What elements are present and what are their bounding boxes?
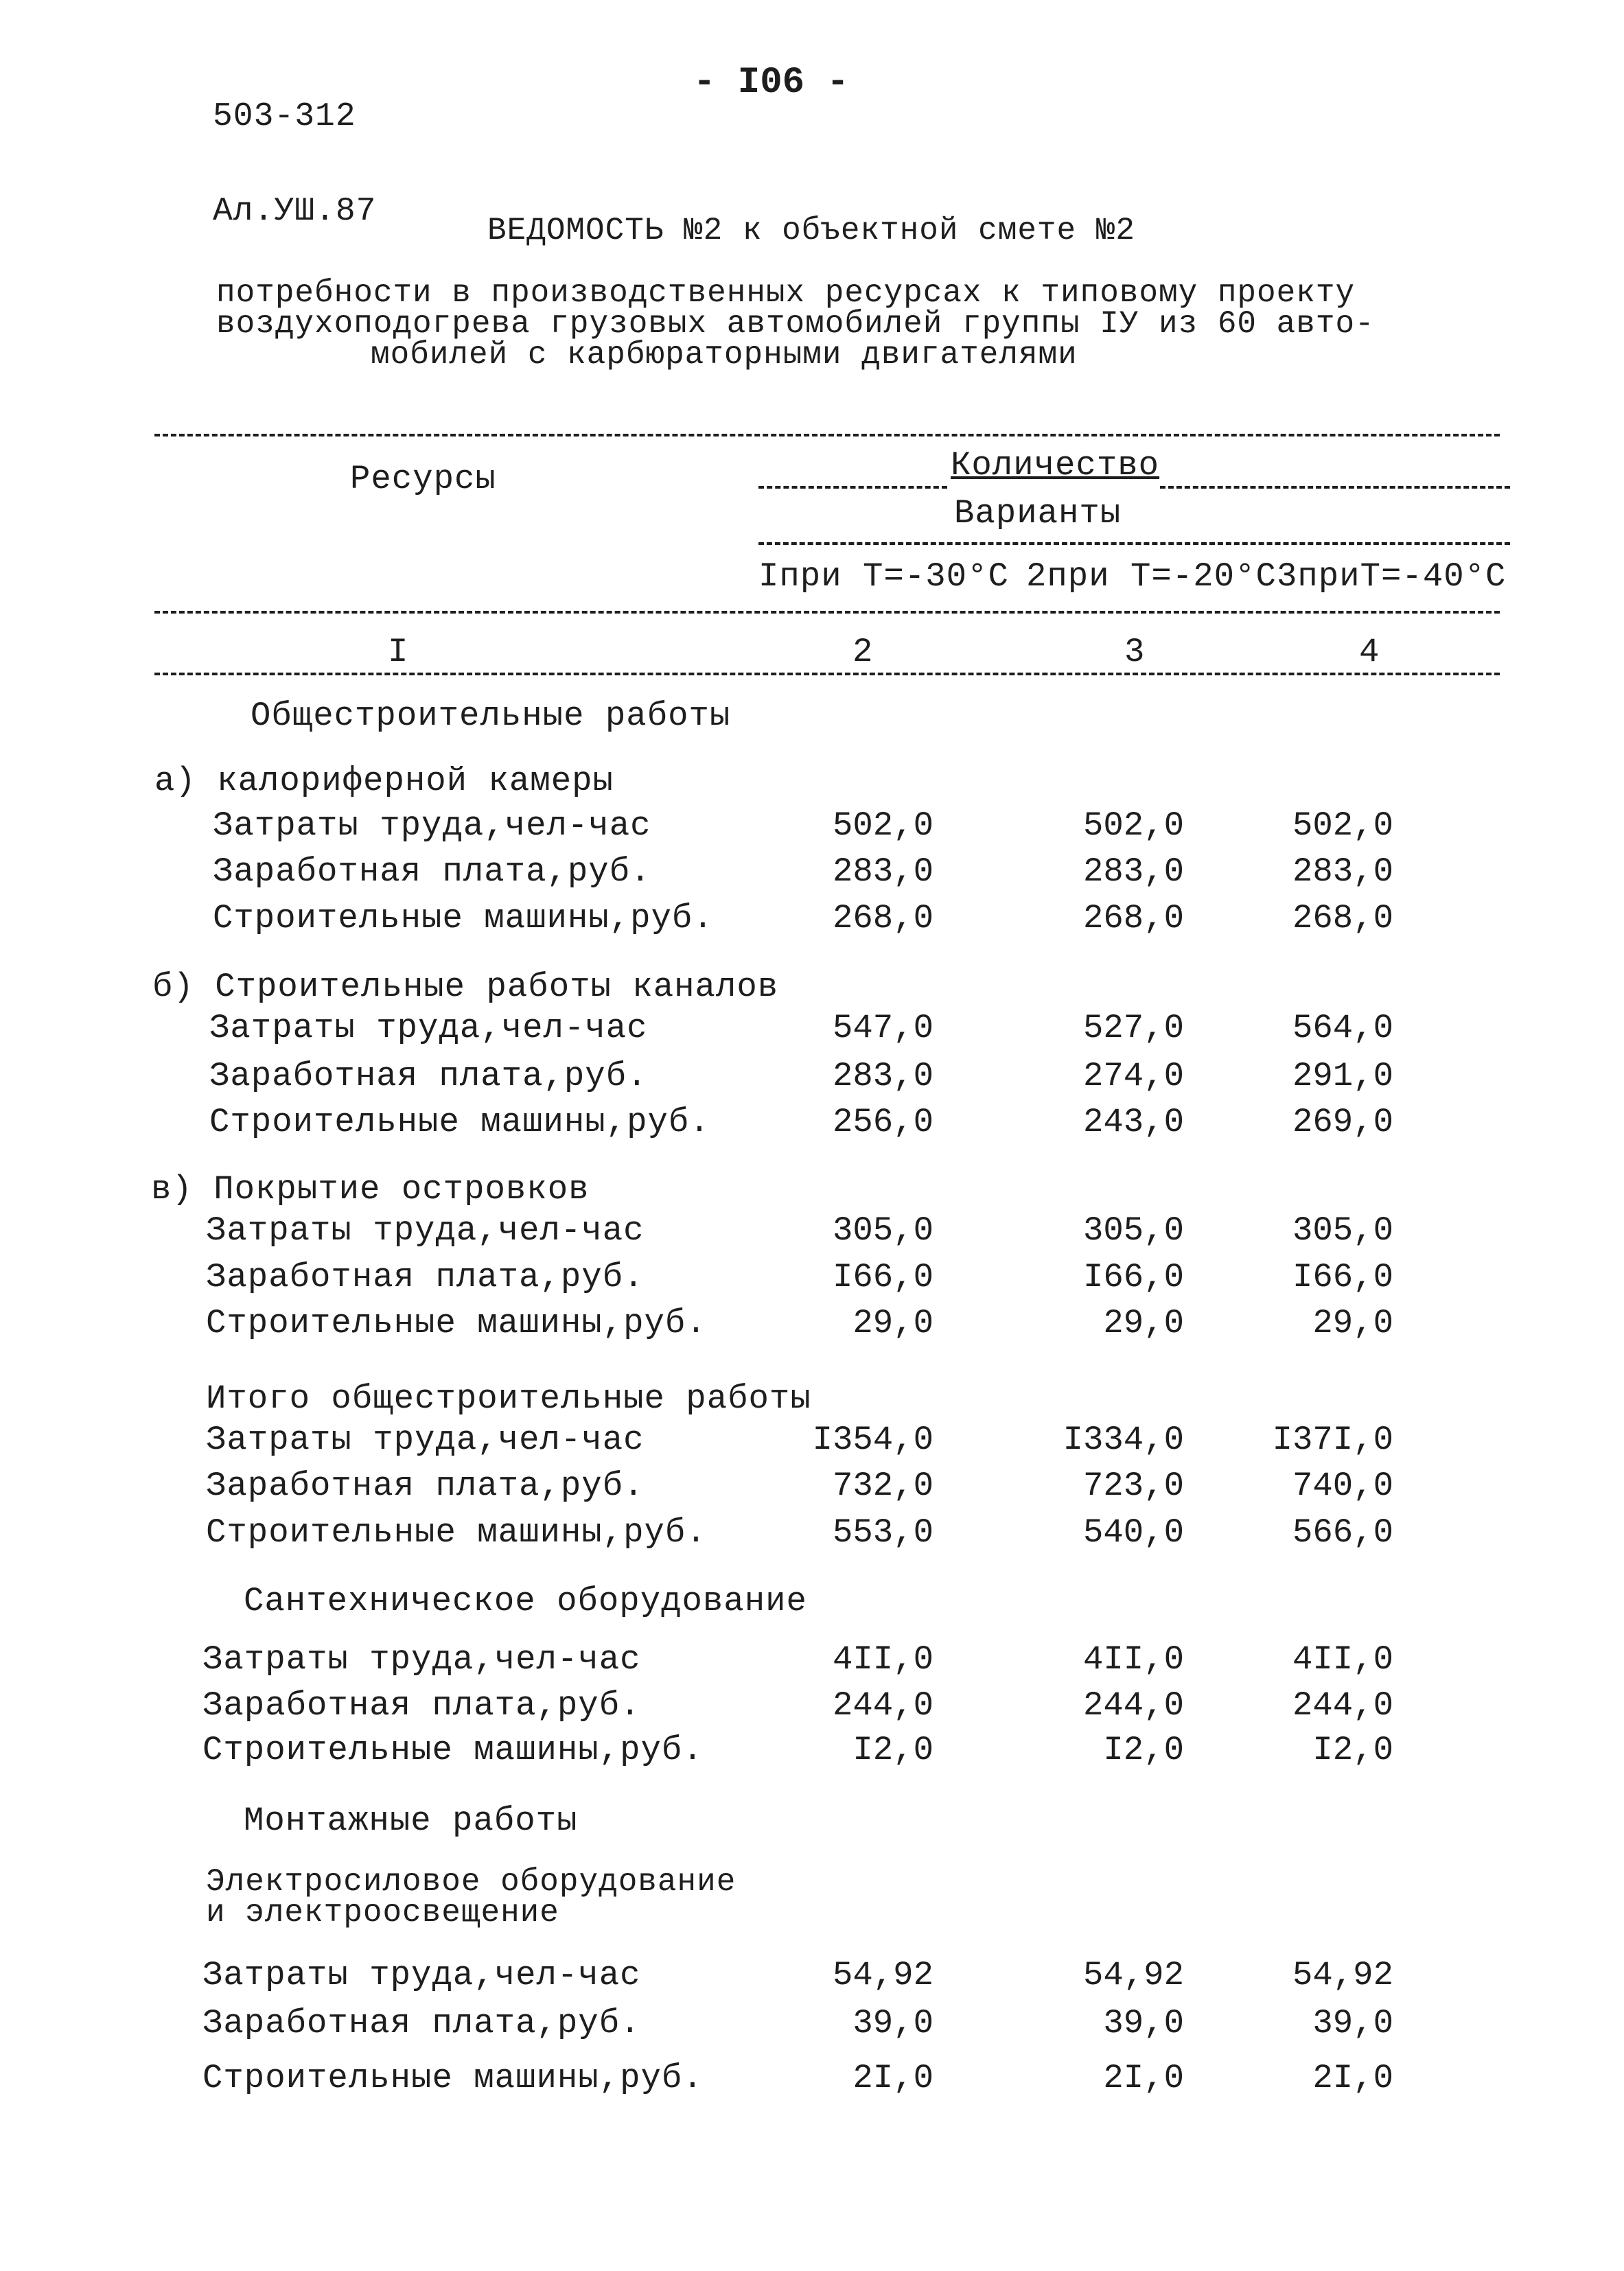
row-value-variant-2: 268,0: [1082, 899, 1184, 937]
row-label: Строительные машины,руб.: [213, 899, 714, 937]
row-value-variant-2: 29,0: [1103, 1304, 1184, 1342]
row-value-variant-1: 305,0: [832, 1211, 933, 1250]
subtitle-line2: воздухоподогрева грузовых автомобилей группы IУ из 60 авто-: [216, 306, 1375, 342]
row-value-variant-2: 4II,0: [1082, 1640, 1184, 1679]
row-value-variant-3: 502,0: [1292, 806, 1393, 845]
header-quantity: Количество: [951, 446, 1160, 485]
page-number: - I06 -: [693, 62, 849, 104]
row-value-variant-3: 2I,0: [1312, 2059, 1393, 2097]
subtitle-line1: потребности в производственных ресурсах к типовому проекту: [216, 275, 1356, 311]
header-variants: Варианты: [954, 494, 1122, 533]
section-installation: Монтажные работы: [244, 1802, 578, 1840]
row-value-variant-1: 54,92: [832, 1956, 933, 1994]
row-value-variant-1: 244,0: [832, 1686, 933, 1725]
row-value-variant-3: 29,0: [1312, 1304, 1393, 1342]
row-value-variant-1: 547,0: [832, 1009, 933, 1047]
row-value-variant-1: 502,0: [832, 806, 933, 845]
subtitle-line3: мобилей с карбюраторными двигателями: [371, 337, 1078, 373]
row-value-variant-3: 244,0: [1292, 1686, 1393, 1725]
section-b-channels: б) Строительные работы каналов: [152, 968, 779, 1006]
row-value-variant-2: I2,0: [1103, 1731, 1184, 1769]
header-rule-bottom: [154, 611, 1500, 614]
header-rule-quantity-right: [1160, 486, 1510, 489]
row-value-variant-2: I66,0: [1082, 1258, 1184, 1296]
document-code-line2: Ал.УШ.87: [213, 193, 377, 230]
row-label: Заработная плата,руб.: [209, 1057, 648, 1095]
column-number-2: 2: [852, 633, 874, 671]
row-value-variant-3: 305,0: [1292, 1211, 1393, 1250]
header-variant-2: 2при Т=-20°С: [1026, 557, 1277, 596]
row-value-variant-2: 305,0: [1082, 1211, 1184, 1250]
row-value-variant-3: I66,0: [1292, 1258, 1393, 1296]
row-label: Затраты труда,чел-час: [202, 1956, 641, 1994]
row-label: Заработная плата,руб.: [206, 1258, 645, 1296]
header-variant-1: Iпри Т=-30°С: [758, 557, 1009, 596]
row-value-variant-2: 243,0: [1082, 1103, 1184, 1141]
column-number-1: I: [388, 633, 409, 671]
row-value-variant-1: I2,0: [852, 1731, 933, 1769]
header-rule-variants: [758, 542, 1510, 545]
row-value-variant-3: 283,0: [1292, 852, 1393, 891]
row-value-variant-1: 256,0: [832, 1103, 933, 1141]
row-value-variant-3: I37I,0: [1272, 1421, 1393, 1459]
row-value-variant-2: 283,0: [1082, 852, 1184, 891]
row-value-variant-3: 269,0: [1292, 1103, 1393, 1141]
row-value-variant-2: 2I,0: [1103, 2059, 1184, 2097]
header-rule-top: [154, 434, 1500, 436]
section-a-heater-chamber: а) калориферной камеры: [154, 762, 614, 800]
row-value-variant-2: 540,0: [1082, 1513, 1184, 1552]
row-value-variant-1: 283,0: [832, 852, 933, 891]
section-electrical-line2: и электроосвещение: [206, 1895, 559, 1931]
row-value-variant-1: 553,0: [832, 1513, 933, 1552]
column-number-3: 3: [1124, 633, 1146, 671]
row-value-variant-3: I2,0: [1312, 1731, 1393, 1769]
document-code-line1: 503-312: [213, 98, 356, 135]
row-label: Заработная плата,руб.: [202, 1686, 641, 1725]
row-value-variant-3: 740,0: [1292, 1467, 1393, 1505]
row-label: Заработная плата,руб.: [213, 852, 651, 891]
header-rule-quantity-left: [758, 486, 947, 489]
row-label: Заработная плата,руб.: [202, 2004, 641, 2042]
row-value-variant-1: 732,0: [832, 1467, 933, 1505]
row-label: Строительные машины,руб.: [202, 1731, 704, 1769]
row-value-variant-1: 268,0: [832, 899, 933, 937]
row-value-variant-2: 502,0: [1082, 806, 1184, 845]
row-value-variant-2: 527,0: [1082, 1009, 1184, 1047]
row-value-variant-2: I334,0: [1063, 1421, 1184, 1459]
row-label: Строительные машины,руб.: [206, 1513, 707, 1552]
row-value-variant-1: 2I,0: [852, 2059, 933, 2097]
row-value-variant-3: 291,0: [1292, 1057, 1393, 1095]
header-resources: Ресурсы: [350, 460, 496, 498]
row-label: Строительные машины,руб.: [209, 1103, 710, 1141]
row-value-variant-3: 54,92: [1292, 1956, 1393, 1994]
row-label: Затраты труда,чел-час: [206, 1211, 645, 1250]
row-label: Строительные машины,руб.: [206, 1304, 707, 1342]
row-value-variant-3: 39,0: [1312, 2004, 1393, 2042]
row-label: Заработная плата,руб.: [206, 1467, 645, 1505]
row-value-variant-1: I354,0: [812, 1421, 933, 1459]
row-value-variant-3: 268,0: [1292, 899, 1393, 937]
row-label: Затраты труда,чел-час: [202, 1640, 641, 1679]
row-value-variant-3: 566,0: [1292, 1513, 1393, 1552]
row-label: Строительные машины,руб.: [202, 2059, 704, 2097]
row-value-variant-1: 4II,0: [832, 1640, 933, 1679]
section-electrical-line1: Электросиловое оборудование: [206, 1864, 736, 1900]
row-value-variant-2: 54,92: [1082, 1956, 1184, 1994]
row-value-variant-2: 723,0: [1082, 1467, 1184, 1505]
row-value-variant-2: 244,0: [1082, 1686, 1184, 1725]
column-number-rule: [154, 673, 1500, 675]
section-general-works: Общестроительные работы: [251, 697, 731, 735]
document-code: [213, 38, 376, 259]
row-value-variant-3: 564,0: [1292, 1009, 1393, 1047]
document-title: ВЕДОМОСТЬ №2 к объектной смете №2: [487, 213, 1135, 248]
row-value-variant-1: I66,0: [832, 1258, 933, 1296]
row-value-variant-2: 274,0: [1082, 1057, 1184, 1095]
row-label: Затраты труда,чел-час: [209, 1009, 648, 1047]
section-sanitary: Сантехническое оборудование: [244, 1582, 807, 1620]
section-total-general: Итого общестроительные работы: [206, 1379, 811, 1418]
row-value-variant-2: 39,0: [1103, 2004, 1184, 2042]
row-value-variant-1: 39,0: [852, 2004, 933, 2042]
row-value-variant-3: 4II,0: [1292, 1640, 1393, 1679]
row-label: Затраты труда,чел-час: [206, 1421, 645, 1459]
row-value-variant-1: 29,0: [852, 1304, 933, 1342]
row-value-variant-1: 283,0: [832, 1057, 933, 1095]
header-variant-3: 3приТ=-40°С: [1277, 557, 1507, 596]
column-number-4: 4: [1359, 633, 1380, 671]
row-label: Затраты труда,чел-час: [213, 806, 651, 845]
section-v-islands: в) Покрытие островков: [151, 1170, 590, 1209]
